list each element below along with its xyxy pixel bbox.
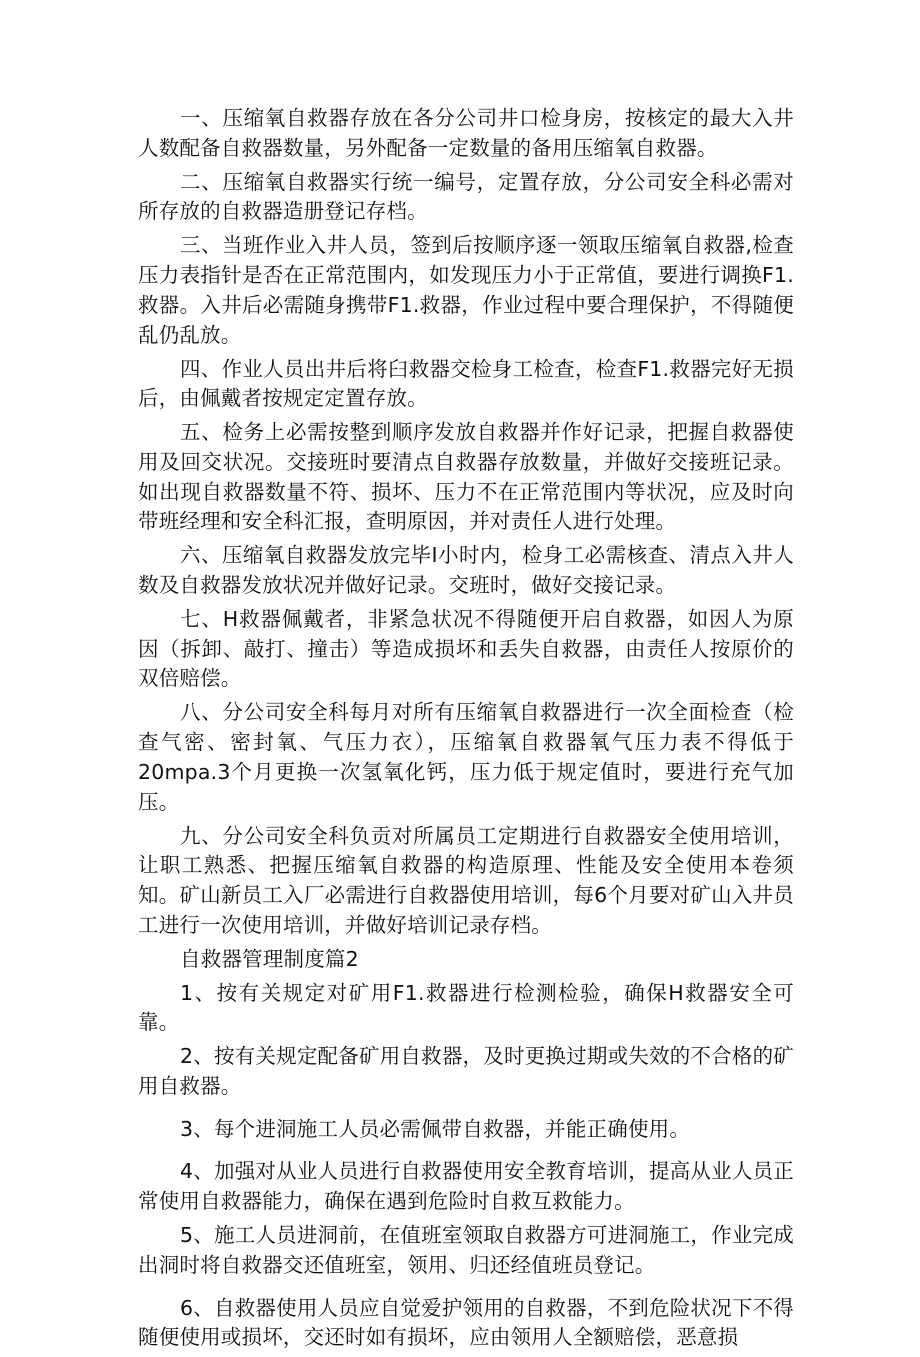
list-item-3: 3、每个进洞施工人员必需佩带自救器，并能正确使用。 bbox=[180, 1116, 691, 1141]
paragraph-8: 八、分公司安全科每月对所有压缩氧自救器进行一次全面检查（检查气密、密封氧、气压力衣），压缩氧自救器氧气压力表不得低于20mpa.3个月更换一次氢氧化钙，压力低于规定值时，要进行充气加压。 bbox=[138, 700, 794, 814]
list-item-6: 6、自救器使用人员应自觉爱护领用的自救器，不到危险状况下不得随便使用或损坏，交还时如有损坏，应由领用人全额赔偿，恶意损 bbox=[138, 1295, 794, 1350]
list-item-4: 4、加强对从业人员进行自救器使用安全教育培训，提高从业人员正常使用自救器能力，确保在遇到危险时自救互救能力。 bbox=[138, 1159, 794, 1214]
paragraph-7: 七、H救器佩戴者，非紧急状况不得随便开启自救器，如因人为原因（拆卸、敲打、撞击）等造成损坏和丢失自救器，由责任人按原价的双倍赔偿。 bbox=[138, 607, 794, 691]
document-page bbox=[138, 104, 794, 1357]
paragraph-6: 六、压缩氧自救器发放完毕I小时内，检身工必需核查、清点入井人数及自救器发放状况并做好记录。交班时，做好交接记录。 bbox=[138, 543, 794, 598]
list-item-2: 2、按有关规定配备矿用自救器，及时更换过期或失效的不合格的矿用自救器。 bbox=[138, 1044, 794, 1099]
paragraph-9: 九、分公司安全科负贡对所属员工定期进行自救器安全使用培训，让职工熟悉、把握压缩氧自救器的构造原理、性能及安全使用本卷须知。矿山新员工入厂必需进行自救器使用培训，每6个月要对矿山入井员工进行一次使用培训，并做好培训记录存档。 bbox=[138, 823, 794, 937]
paragraph-4: 四、作业人员出井后将臼救器交检身工检查，检查F1.救器完好无损后，由佩戴者按规定定置存放。 bbox=[138, 356, 794, 411]
list-item-5: 5、施工人员进洞前，在值班室领取自救器方可进洞施工，作业完成出洞时将自救器交还值班室，领用、归还经值班员登记。 bbox=[138, 1223, 794, 1277]
paragraph-3: 三、当班作业入井人员，签到后按顺序逐一领取压缩氧自救器,检查压力表指针是否在正常范围内，如发现压力小于正常值，要进行调换F1.救器。入井后必需随身携带F1.救器，作业过程中要合理保护，不得随便乱仍乱放。 bbox=[138, 233, 794, 347]
paragraph-1: 一、压缩氧自救器存放在各分公司井口检身房，按核定的最大入井人数配备自救器数量，另外配备一定数量的备用压缩氧自救器。 bbox=[138, 106, 794, 160]
section-title: 自救器管理制度篇2 bbox=[180, 946, 359, 971]
list-item-1: 1、按有关规定对矿用F1.救器进行检测检验，确保H救器安全可靠。 bbox=[138, 980, 794, 1035]
paragraph-2: 二、压缩氧自救器实行统一编号，定置存放，分公司安全科必需对所存放的自救器造册登记存档。 bbox=[138, 169, 794, 224]
paragraph-5: 五、检务上必需按整到顺序发放自救器并作好记录，把握自救器使用及回交状况。交接班时要清点自救器存放数量，并做好交接班记录。如出现自救器数量不符、损坏、压力不在正常范围内等状况，应及时向带班经理和安全科汇报，查明原因，并对责任人进行处理。 bbox=[138, 420, 794, 534]
